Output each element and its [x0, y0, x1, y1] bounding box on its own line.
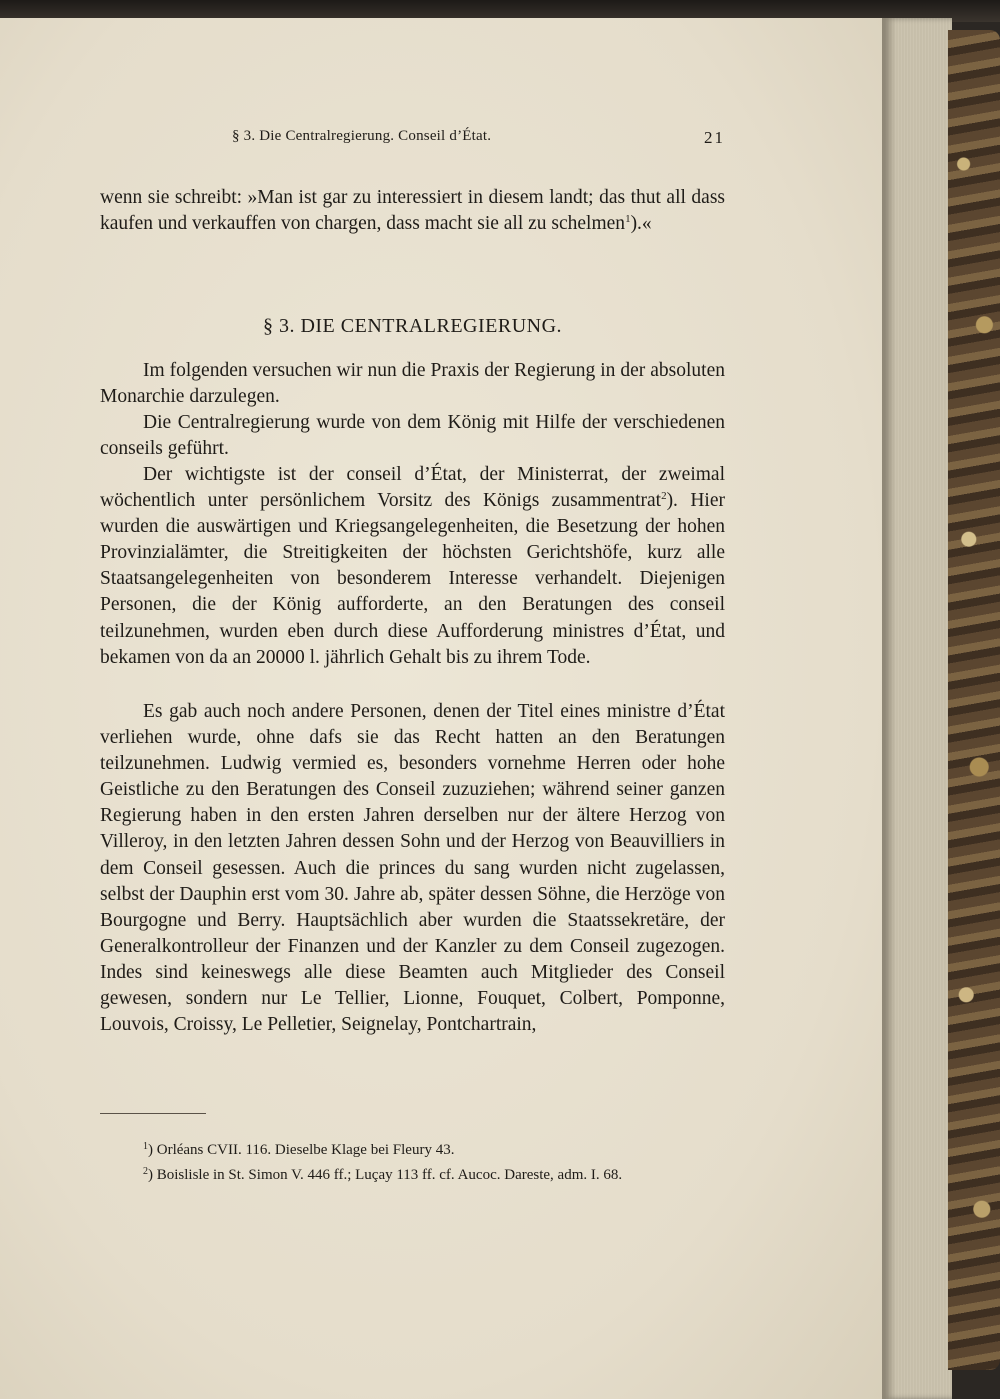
paragraph-3 [100, 462, 725, 671]
continuation-end: ).« [630, 213, 652, 235]
continuation-paragraph [100, 185, 725, 237]
footnote-2-mark: 2 [143, 1166, 148, 1177]
footnote-ref-1: 1 [625, 213, 631, 226]
continuation-text: wenn sie schreibt: »Man ist gar zu interessiert in diesem landt; das thut all dass kaufen und verkauffen von chargen, dass macht sie all zu schelmen [100, 187, 725, 235]
paragraph-3-text-a: Der wichtigste ist der conseil d’État, der Ministerrat, der zweimal wöchentlich unter persönlichem Vorsitz des Königs zusammentrat [100, 464, 725, 512]
paragraph-3-text-b: ). Hier wurden die auswärtigen und Kriegsangelegenheiten, die Besetzung der hohen Provinzialämter, die Streitigkeiten der höchsten Gerichtshöfe, kurz alle Staatsangelegenheiten von besonderem Interesse verhandelt. Diejenigen Personen, die der König aufforderte, an den Beratungen des conseil teilzunehmen, wurden eben durch diese Aufforderung ministres d’État, und bekamen von da an 20000 l. jährlich Gehalt bis zu ihrem Tode. [100, 490, 725, 668]
footnote-1-mark: 1 [143, 1141, 148, 1152]
section-heading: § 3. DIE CENTRALREGIERUNG. [262, 315, 563, 337]
footnote-1 [100, 1138, 725, 1162]
marbled-cover [948, 30, 1000, 1370]
paragraph-1: Im folgenden versuchen wir nun die Praxis der Regierung in der absoluten Monarchie darzulegen. [100, 360, 725, 408]
footnote-rule [100, 1113, 206, 1114]
paragraph-2: Die Centralregierung wurde von dem König mit Hilfe der verschiedenen conseils geführt. [100, 412, 725, 460]
footnote-2-text: ) Boislisle in St. Simon V. 446 ff.; Luçay 113 ff. cf. Aucoc. Dareste, adm. I. 68. [148, 1167, 623, 1183]
page-number: 21 [704, 128, 725, 147]
running-head [100, 128, 725, 152]
page-edges [882, 18, 952, 1399]
footnote-1-text: ) Orléans CVII. 116. Dieselbe Klage bei Fleury 43. [148, 1142, 455, 1158]
footnote-2 [100, 1163, 725, 1187]
paragraph-4: Es gab auch noch andere Personen, denen der Titel eines ministre d’État verliehen wurde, ohne dafs sie das Recht hatten an den Beratungen teilzunehmen. Ludwig vermied es, besonders vornehme Herren oder hohe Geistliche zu den Beratungen des Conseil zuzuziehen; während seiner ganzen Regierung haben in den ersten Jahren derselben nur der ältere Herzog von Villeroy, in den letzten Jahren dessen Sohn und der Herzog von Beauvilliers in dem Conseil gesessen. Auch die princes du sang wurden nicht zugelassen, selbst der Dauphin erst vom 30. Jahre ab, später dessen Söhne, die Herzöge von Bourgogne und Berry. Hauptsächlich aber wurden die Staatssekretäre, der Generalkontrolleur der Finanzen und der Kanzler zu dem Conseil zugezogen. Indes sind keineswegs alle diese Beamten auch Mitglieder des Conseil gewesen, sondern nur Le Tellier, Lionne, Fouquet, Colbert, Pomponne, Louvois, Croissy, Le Pelletier, Seignelay, Pontchartrain, [100, 701, 725, 1036]
footnote-ref-2: 2 [661, 490, 667, 503]
running-head-title: § 3. Die Centralregierung. Conseil d’État. [232, 128, 492, 144]
